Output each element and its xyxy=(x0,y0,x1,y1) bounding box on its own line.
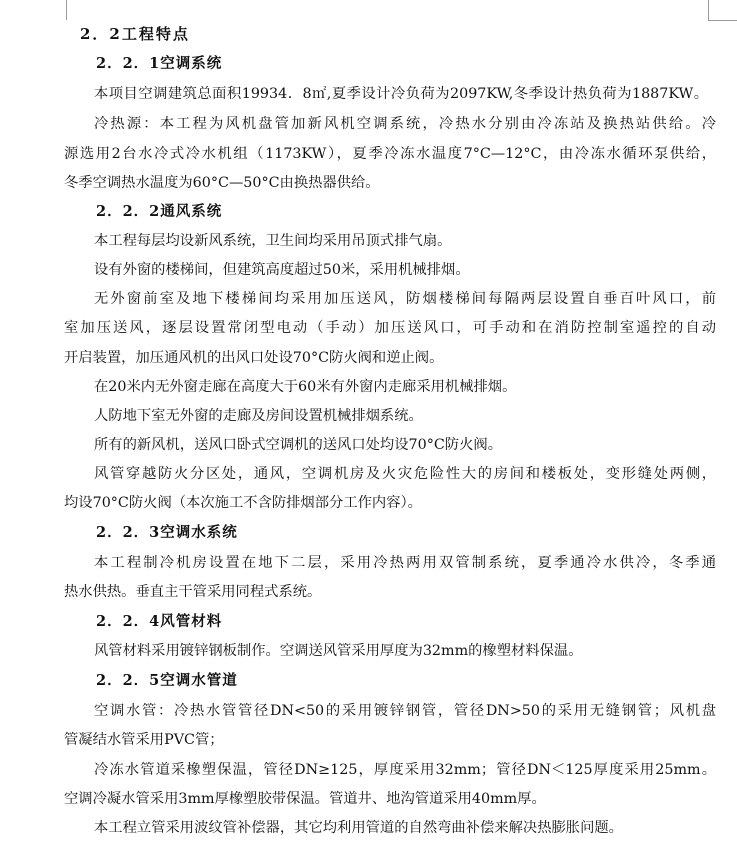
paragraph-line: 室加压送风，逐层设置常闭型电动（手动）加压送风口，可手动和在消防控制室遥控的自动 xyxy=(64,320,716,336)
paragraph-line: 人防地下室无外窗的走廊及房间设置机械排烟系统。 xyxy=(94,408,423,424)
paragraph-line: 源选用2台水冷式冷水机组（1173KW），夏季冷冻水温度7°C—12°C，由冷冻水循环泵供给， xyxy=(64,146,716,162)
paragraph-line: 均设70°C防火阀（本次施工不含防排烟部分工作内容）。 xyxy=(64,495,422,511)
paragraph-line: 本工程每层均设新风系统，卫生间均采用吊顶式排气扇。 xyxy=(94,233,452,249)
paragraph-line: 热水供热。垂直主干管采用同程式系统。 xyxy=(64,584,322,600)
subsection-heading-2-2-4: 2．2．4风管材料 xyxy=(96,613,223,630)
paragraph-line: 本工程立管采用波纹管补偿器，其它均利用管道的自然弯曲补偿来解决热膨胀问题。 xyxy=(94,820,623,836)
paragraph-line: 开启装置，加压通风机的出风口处设70°C防火阀和逆止阀。 xyxy=(64,350,444,366)
paragraph-line: 冷热源：本工程为风机盘管加新风机空调系统，冷热水分别由冷冻站及换热站供给。冷 xyxy=(94,116,716,132)
paragraph-line: 风管穿越防火分区处，通风，空调机房及火灾危险性大的房间和楼板处，变形缝处两侧， xyxy=(94,466,716,482)
paragraph-line: 冷冻水管道采橡塑保温，管径DN≥125，厚度采用32mm；管径DN＜125厚度采用25mm。 xyxy=(94,762,716,778)
subsection-heading-2-2-1: 2．2．1空调系统 xyxy=(96,55,223,72)
section-heading-2-2: 2．2工程特点 xyxy=(80,25,190,43)
crop-mark-top-right-horizontal xyxy=(708,20,737,21)
paragraph-line: 所有的新风机，送风口卧式空调机的送风口处均设70°C防火阀。 xyxy=(94,437,502,453)
subsection-heading-2-2-5: 2．2．5空调水管道 xyxy=(96,672,238,689)
paragraph-line: 冬季空调热水温度为60°C—50°C由换热器供给。 xyxy=(64,175,380,191)
crop-mark-top-left xyxy=(66,0,67,20)
paragraph-line: 设有外窗的楼梯间，但建筑高度超过50米，采用机械排烟。 xyxy=(94,262,470,278)
paragraph-line: 空调冷凝水管采用3mm厚橡塑胶带保温。管道井、地沟管道采用40mm厚。 xyxy=(64,791,546,807)
paragraph-line: 无外窗前室及地下楼梯间均采用加压送风，防烟楼梯间每隔两层设置自垂百叶风口，前 xyxy=(94,291,716,307)
paragraph-line: 管凝结水管采用PVC管； xyxy=(64,732,224,748)
subsection-heading-2-2-3: 2．2．3空调水系统 xyxy=(96,524,238,541)
paragraph-line: 本项目空调建筑总面积19934．8㎡,夏季设计冷负荷为2097KW,冬季设计热负荷为1887KW。 xyxy=(94,86,708,102)
paragraph-line: 风管材料采用镀锌钢板制作。空调送风管采用厚度为32mm的橡塑材料保温。 xyxy=(94,643,583,659)
subsection-heading-2-2-2: 2．2．2通风系统 xyxy=(96,203,223,220)
paragraph-line: 在20米内无外窗走廊在高度大于60米有外窗内走廊采用机械排烟。 xyxy=(94,379,517,395)
paragraph-line: 空调水管：冷热水管管径DN<50的采用镀锌钢管，管径DN>50的采用无缝钢管；风机盘 xyxy=(94,703,716,719)
paragraph-line: 本工程制冷机房设置在地下二层，采用冷热两用双管制系统，夏季通冷水供冷，冬季通 xyxy=(94,555,716,571)
crop-mark-top-right-vertical xyxy=(708,0,709,20)
